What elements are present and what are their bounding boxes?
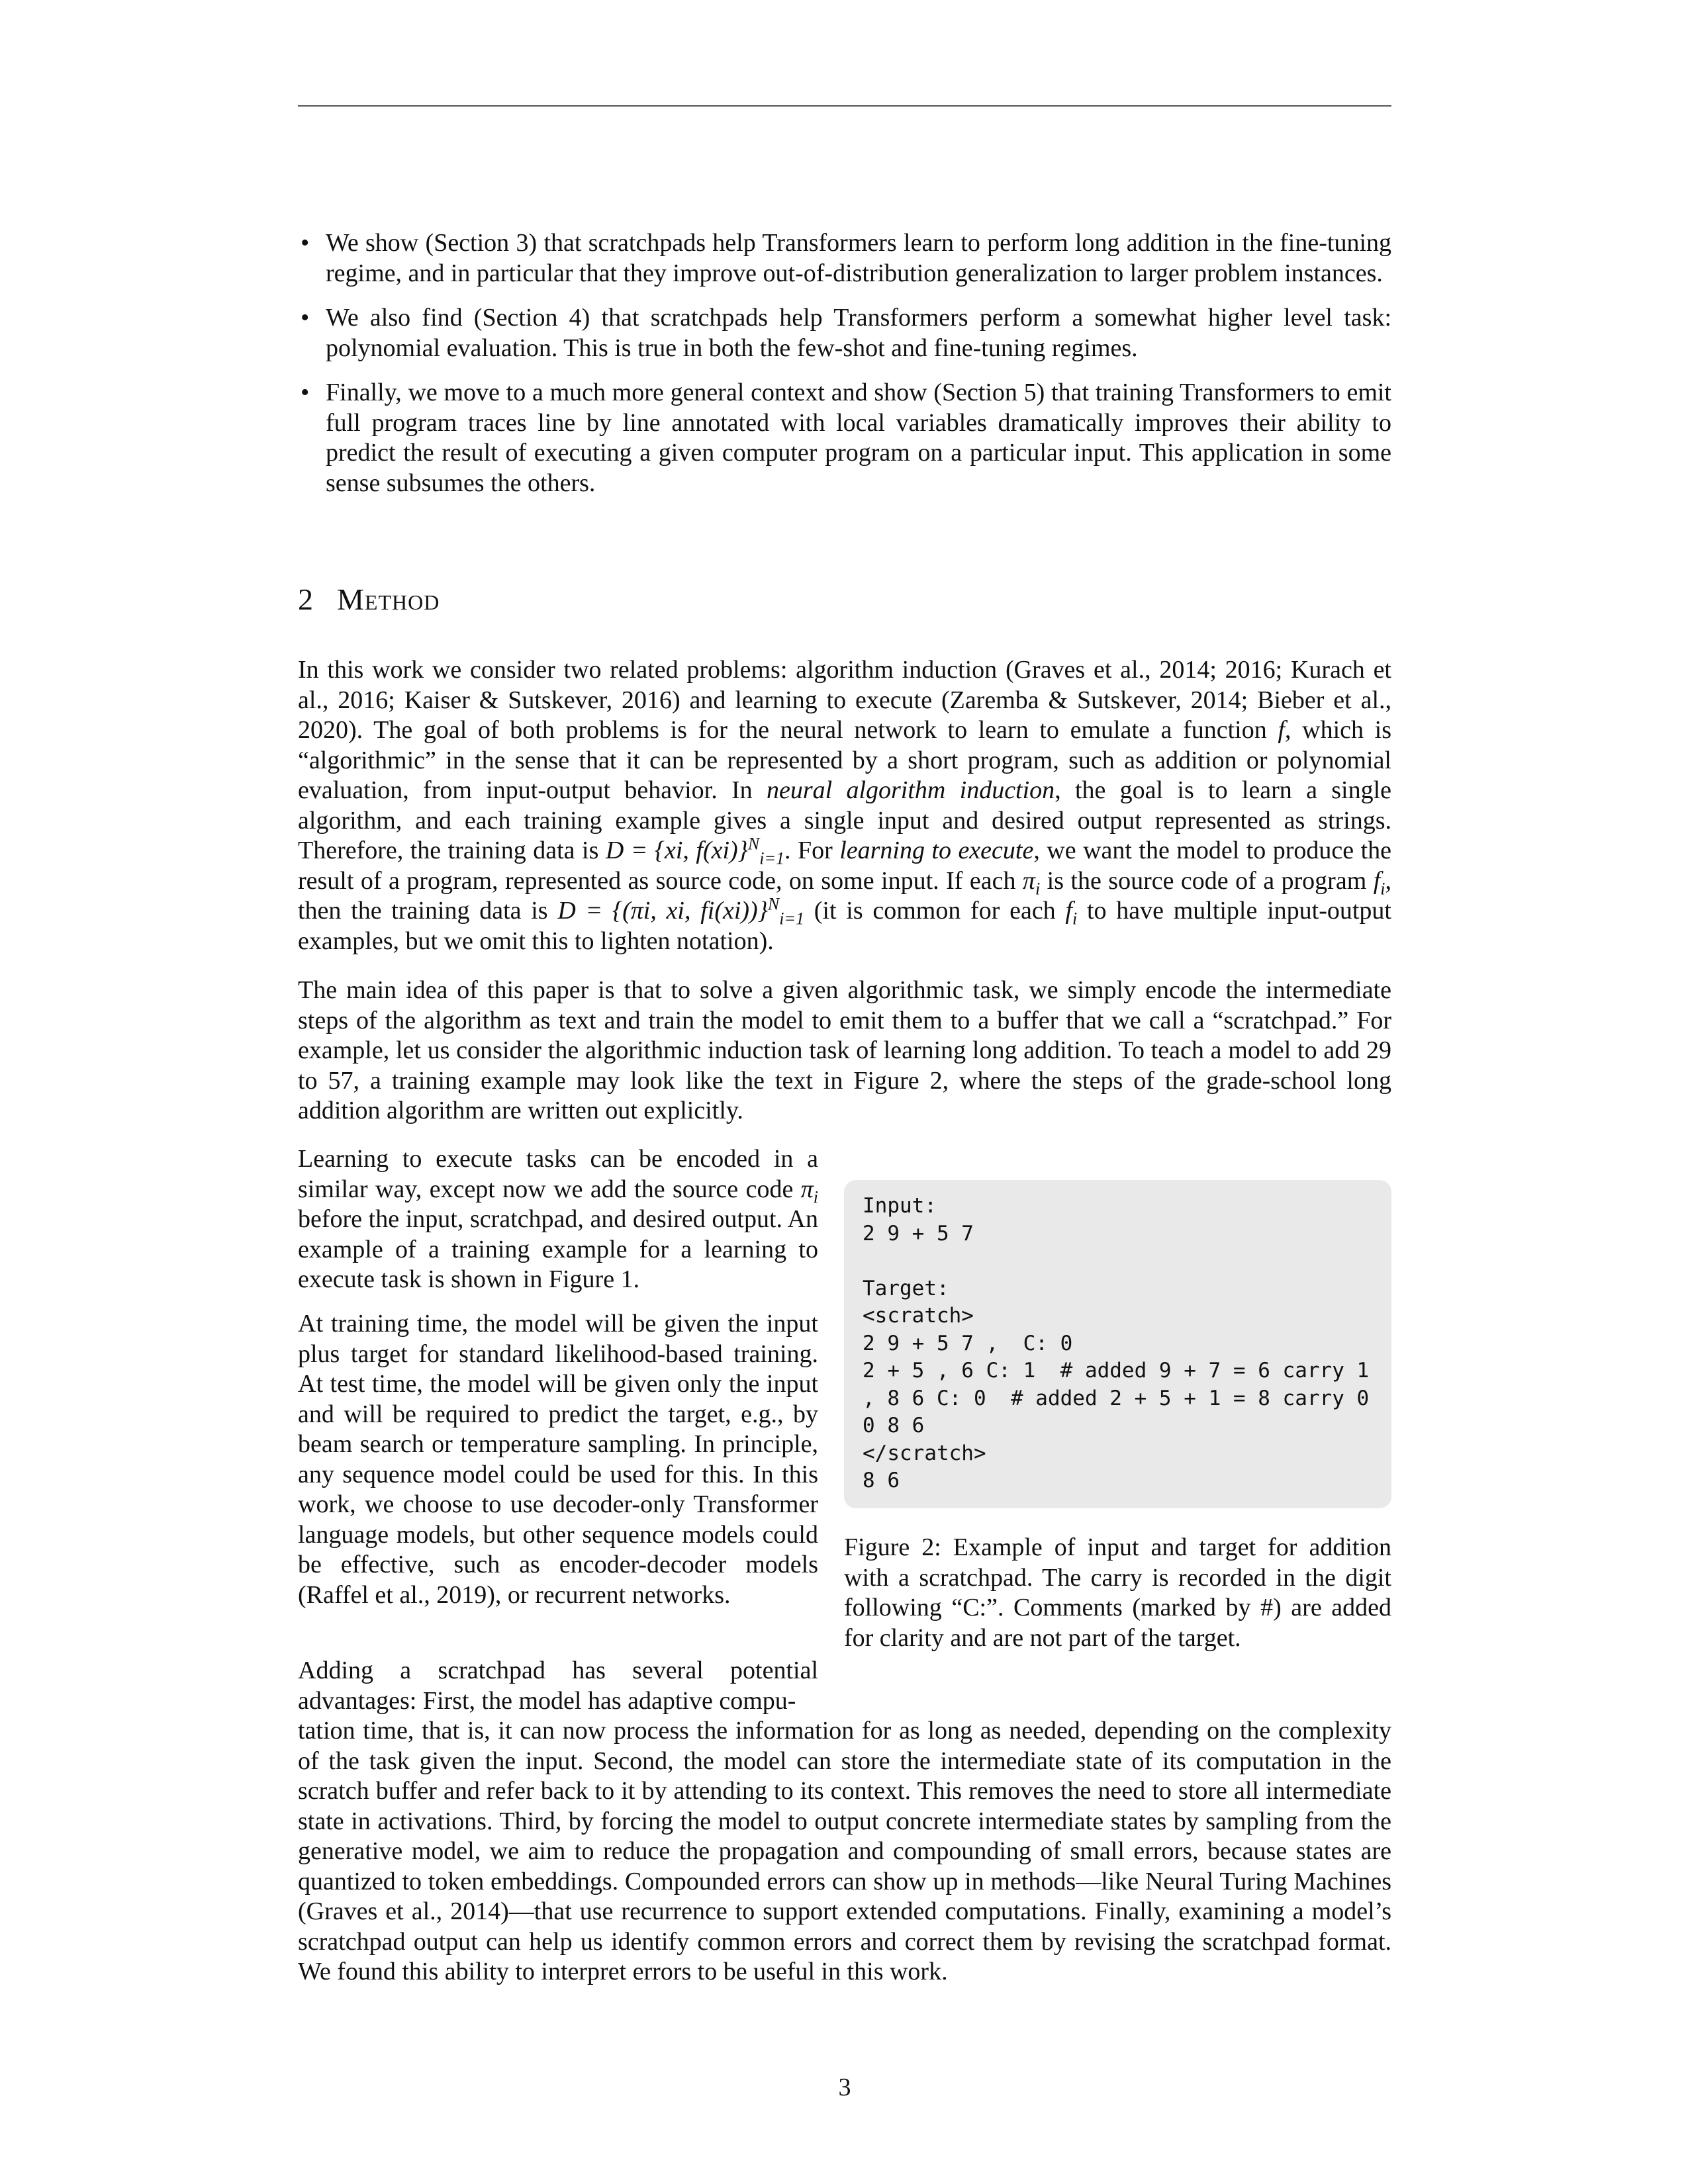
list-item: • We show (Section 3) that scratchpads help Transformers learn to perform long addition in the fine-tuning regime, and in particular that they improve out-of-distribution generalization to larger problem instances. bbox=[301, 229, 1391, 287]
scratchpad-example-code bbox=[863, 1193, 1373, 1495]
emphasis: learning to execute bbox=[839, 837, 1034, 864]
math-pi-i: $\pi_i$ bbox=[800, 1175, 818, 1207]
math-f-i: $f_i$ bbox=[1065, 897, 1078, 929]
bullet-icon: • bbox=[301, 304, 310, 332]
code-line: , 8 6 C: 0 # added 2 + 5 + 1 = 8 carry 0 bbox=[863, 1386, 1370, 1410]
emphasis: neural algorithm induction bbox=[766, 776, 1055, 804]
header-rule bbox=[298, 105, 1391, 107]
code-line: Target: bbox=[863, 1276, 949, 1300]
code-line: 2 + 5 , 6 C: 1 # added 9 + 7 = 6 carry 1 bbox=[863, 1359, 1370, 1383]
code-line: 0 8 6 bbox=[863, 1414, 925, 1437]
section-heading bbox=[298, 581, 440, 618]
paragraph-advantages: Adding a scratchpad has several potential advantages: First, the model has adaptive compu- bbox=[298, 1657, 818, 1715]
code-line: 8 6 bbox=[863, 1469, 900, 1492]
figure-2-caption: Figure 2: Example of input and target for addition with a scratchpad. The carry is recorded in the digit following “C:”. Comments (marked by #) are added for clarity and are not part of the target. bbox=[844, 1533, 1391, 1652]
section-number: 2 bbox=[298, 582, 313, 616]
figure-2-code-box bbox=[844, 1180, 1391, 1508]
list-item: • We also find (Section 4) that scratchpads help Transformers perform a somewhat higher level task: polynomial evaluation. This is true in both the few-shot and fine-tuning regimes. bbox=[301, 304, 1391, 362]
paragraph-learning-to-execute: Learning to execute tasks can be encoded in a similar way, except now we add the source code $\pi_i$ before the input, scratchpad, and desired output. An example of a training example for a learning to execute task is shown in Figure 1. bbox=[298, 1145, 818, 1293]
equation-training-data: D = {xi, f(xi)}$^N_{i=1}$ bbox=[605, 834, 784, 868]
contribution-list bbox=[298, 228, 1391, 513]
math-pi-i: $\pi_i$ bbox=[1022, 866, 1041, 899]
paragraph-advantages-continued: tation time, that is, it can now process the information for as long as needed, depending on the complexity of the task given the input. Second, the model can store the intermediate state of its computation in the scratch buffer and refer back to it by attending to its context. This removes the need to store all intermediate state in activations. Third, by forcing the model to output concrete intermediate states by sampling from the generative model, we aim to reduce the propagation and compounding of small errors, because states are quantized to token embeddings. Compounded errors can show up in methods—like Neural Turing Machines (Graves et al., 2014)—that use recurrence to support extended computations. Finally, examining a model’s scratchpad output can help us identify common errors and correct them by revising the scratchpad format. We found this ability to interpret errors to be useful in this work. bbox=[298, 1717, 1391, 1985]
code-line: 2 9 + 5 7 , C: 0 bbox=[863, 1331, 1073, 1355]
equation-program-data: D = {(πi, xi, fi(xi))}$^N_{i=1}$ bbox=[557, 894, 805, 929]
code-line: </scratch> bbox=[863, 1441, 986, 1465]
code-line: Input: bbox=[863, 1194, 937, 1218]
math-f: f bbox=[1278, 716, 1285, 744]
code-line: <scratch> bbox=[863, 1304, 974, 1328]
paragraph-problems: In this work we consider two related problems: algorithm induction (Graves et al., 2014; 2016; Kurach et al., 2016; Kaiser & Sutskever, 2016) and learning to execute (Zaremba & Sutskever, 2014; Bieber et al., 2020). The goal of both problems is for the neural network to learn to emulate a function f, which is “algorithmic” in the sense that it can be represented by a short program, such as addition or polynomial evaluation, from input-output behavior. In neural algorithm induction, the goal is to learn a single algorithm, and each training example gives a single input and desired output represented as strings. Therefore, the training data is D = {xi, f(xi)}$^N_{i=1}$. For learning to execute, we want the model to produce the result of a program, represented as source code, on some input. If each $\pi_i$ is the source code of a program $f_i$, then the training data is D = {(πi, xi, fi(xi))}$^N_{i=1}$ (it is common for each $f_i$ to have multiple input-output examples, but we omit this to lighten notation). bbox=[298, 656, 1392, 955]
section-title: Method bbox=[337, 582, 440, 616]
paragraph-training-time: At training time, the model will be given the input plus target for standard likelihood-based training. At test time, the model will be given only the input and will be required to predict the target, e.g., by beam search or temperature sampling. In principle, any sequence model could be used for this. In this work, we choose to use decoder-only Transformer language models, but other sequence models could be effective, such as encoder-decoder models (Raffel et al., 2019), or recurrent networks. bbox=[298, 1310, 818, 1609]
list-item: • Finally, we move to a much more general context and show (Section 5) that training Transformers to emit full program traces line by line annotated with local variables dramatically improves their ability to predict the result of executing a given computer program on a particular input. This application in some sense subsumes the others. bbox=[301, 379, 1391, 497]
bullet-icon: • bbox=[301, 229, 310, 257]
code-line: 2 9 + 5 7 bbox=[863, 1221, 974, 1246]
paragraph-main-idea: The main idea of this paper is that to solve a given algorithmic task, we simply encode the intermediate steps of the algorithm as text and train the model to emit them to a buffer that we call a “scratchpad.” For example, let us consider the algorithmic induction task of learning long addition. To teach a model to add 29 to 57, a training example may look like the text in Figure 2, where the steps of the grade-school long addition algorithm are written out explicitly. bbox=[298, 976, 1391, 1124]
page-number: 3 bbox=[838, 2073, 851, 2101]
bullet-icon: • bbox=[301, 379, 310, 406]
math-f-i: $f_i$ bbox=[1373, 866, 1385, 899]
